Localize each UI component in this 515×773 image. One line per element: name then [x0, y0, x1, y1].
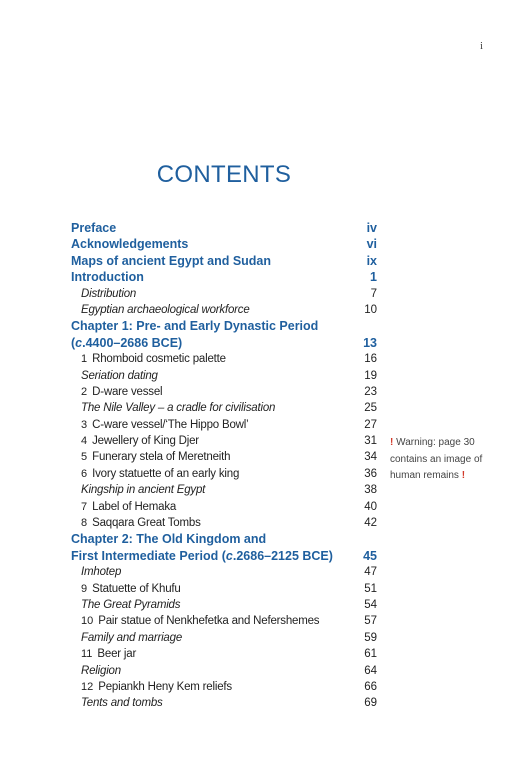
warning-text: Warning: page 30 contains an image of human remains [390, 437, 483, 481]
toc-entry-label: Tents and tombs [81, 697, 163, 710]
toc-entry-label: Seriation dating [81, 369, 158, 382]
toc-essay-entry[interactable] [71, 564, 377, 580]
toc-entry-label: Pepiankh Heny Kem reliefs [98, 680, 232, 693]
toc-page-number: 57 [364, 615, 377, 628]
toc-entry-label: Rhomboid cosmetic palette [92, 353, 226, 366]
toc-page-number: 13 [363, 335, 377, 350]
toc-entry-label: Ivory statuette of an early king [92, 467, 240, 480]
toc-entry-title [81, 482, 205, 498]
toc-essay-entry[interactable] [71, 663, 377, 679]
toc-entry-title [81, 613, 319, 629]
warning-mark-icon: ! [390, 437, 394, 448]
toc-object-entry[interactable] [71, 679, 377, 695]
toc-entry-title [71, 548, 333, 564]
circa-abbrev: c [225, 548, 233, 563]
toc-object-entry[interactable] [71, 384, 377, 400]
toc-heading-entry[interactable] [71, 236, 377, 252]
toc-object-entry[interactable] [71, 466, 377, 482]
toc-entry-title [81, 351, 226, 367]
toc-essay-entry[interactable] [71, 302, 377, 318]
toc-object-number: 7 [81, 500, 88, 513]
toc-heading-entry[interactable] [71, 548, 377, 564]
toc-entry-label: Maps of ancient Egypt and Sudan [71, 253, 272, 268]
toc-essay-entry[interactable] [71, 482, 377, 498]
toc-entry-label: Beer jar [97, 648, 137, 661]
toc-entry-label: Statuette of Khufu [92, 582, 181, 595]
toc-page-number: iv [366, 221, 377, 235]
toc-page-number: ix [366, 253, 377, 268]
toc-object-number: 6 [81, 467, 88, 480]
toc-object-entry[interactable] [71, 417, 377, 433]
toc-page-number: 45 [363, 548, 377, 563]
toc-object-entry[interactable] [71, 499, 377, 515]
toc-object-number: 1 [81, 353, 88, 366]
toc-entry-label: Jewellery of King Djer [92, 435, 199, 448]
toc-entry-title [81, 286, 136, 302]
toc-heading-entry[interactable] [71, 335, 377, 351]
toc-entry-title [71, 220, 116, 236]
toc-page-number: 27 [364, 418, 377, 431]
toc-entry-title [71, 269, 144, 285]
toc-object-entry[interactable] [71, 646, 377, 662]
toc-object-entry[interactable] [71, 433, 377, 449]
toc-entry-label: D-ware vessel [92, 385, 163, 398]
toc-entry-label: Introduction [71, 270, 144, 285]
toc-entry-label: Pair statue of Nenkhefetka and Nefershemes [98, 615, 320, 628]
toc-essay-entry[interactable] [71, 630, 377, 646]
toc-entry-title [71, 253, 271, 269]
toc-entry-label: Label of Hemaka [92, 500, 177, 513]
toc-page-number: 10 [364, 303, 377, 316]
toc-entry-label: First Intermediate Period (c.2686–2125 BCE) [71, 548, 333, 563]
toc-entry-label: Egyptian archaeological workforce [81, 303, 250, 316]
toc-entry-label: The Great Pyramids [81, 598, 181, 611]
toc-essay-entry[interactable] [71, 286, 377, 302]
toc-page-number: 23 [364, 385, 377, 398]
toc-entry-label: Imhotep [81, 566, 122, 579]
toc-page-number: 19 [364, 369, 377, 382]
toc-page-number: 34 [364, 451, 377, 464]
toc-entry-title [81, 646, 136, 662]
toc-entry-title [71, 236, 188, 252]
toc-essay-entry[interactable] [71, 400, 377, 416]
toc-entry-label: Religion [81, 664, 121, 677]
toc-heading-entry[interactable] [71, 531, 377, 547]
toc-essay-entry[interactable] [71, 368, 377, 384]
toc-entry-title [81, 564, 121, 580]
toc-page-number: 59 [364, 631, 377, 644]
toc-page-number: 66 [364, 680, 377, 693]
toc-entry-title [81, 663, 121, 679]
toc-entry-title [81, 581, 181, 597]
toc-page-number: 40 [364, 500, 377, 513]
toc-page-number: 7 [370, 287, 377, 300]
toc-page-number: 36 [364, 467, 377, 480]
table-of-contents [71, 220, 377, 712]
toc-page-number: 42 [364, 517, 377, 530]
toc-entry-label: Family and marriage [81, 631, 183, 644]
toc-page-number: 47 [364, 566, 377, 579]
toc-page-number: 16 [364, 353, 377, 366]
circa-abbrev: c [75, 335, 83, 350]
toc-object-entry[interactable] [71, 351, 377, 367]
toc-page-number: 51 [364, 582, 377, 595]
toc-entry-title [81, 466, 239, 482]
toc-entry-title [81, 433, 199, 449]
toc-entry-title [81, 499, 176, 515]
toc-entry-label: (c.4400–2686 BCE) [71, 335, 183, 350]
toc-entry-title [71, 335, 182, 351]
toc-entry-label: Acknowledgements [71, 237, 189, 252]
toc-entry-title [81, 630, 182, 646]
toc-page-number: 54 [364, 598, 377, 611]
toc-page-number: 1 [370, 270, 377, 285]
warning-mark-icon: ! [461, 470, 466, 481]
toc-entry-label: Distribution [81, 287, 137, 300]
toc-object-entry[interactable] [71, 449, 377, 465]
toc-page-number: 64 [364, 664, 377, 677]
warning-note [390, 435, 500, 485]
toc-object-entry[interactable] [71, 613, 377, 629]
toc-entry-title [81, 597, 180, 613]
toc-entry-title [81, 515, 201, 531]
toc-entry-title [81, 368, 158, 384]
toc-entry-label: Chapter 2: The Old Kingdom and [71, 532, 267, 547]
toc-entry-title [71, 318, 318, 334]
toc-entry-title [81, 417, 248, 433]
toc-object-number: 12 [81, 680, 94, 693]
toc-object-number: 9 [81, 582, 88, 595]
toc-object-number: 11 [81, 648, 93, 661]
toc-page-number: 31 [364, 435, 377, 448]
toc-entry-title [81, 449, 230, 465]
toc-entry-label: Chapter 1: Pre- and Early Dynastic Period [71, 319, 319, 334]
toc-entry-title [81, 679, 232, 695]
toc-page-number: 69 [364, 697, 377, 710]
toc-heading-entry[interactable] [71, 318, 377, 334]
toc-heading-entry[interactable] [71, 220, 377, 236]
toc-entry-title [81, 384, 162, 400]
toc-entry-label: Kingship in ancient Egypt [81, 484, 206, 497]
toc-essay-entry[interactable] [71, 695, 377, 711]
toc-entry-title [81, 302, 250, 318]
toc-object-number: 3 [81, 418, 88, 431]
toc-page-number: 25 [364, 402, 377, 415]
toc-entry-label: Funerary stela of Meretneith [92, 451, 231, 464]
toc-page-number: 61 [364, 648, 377, 661]
toc-essay-entry[interactable] [71, 597, 377, 613]
toc-entry-title [81, 695, 163, 711]
toc-object-number: 2 [81, 385, 88, 398]
toc-entry-title [71, 531, 266, 547]
page-folio: i [479, 40, 483, 52]
toc-entry-label: The Nile Valley – a cradle for civilisation [81, 402, 276, 415]
toc-object-number: 10 [81, 615, 94, 628]
toc-object-number: 5 [81, 451, 88, 464]
toc-entry-label: Preface [71, 221, 117, 235]
toc-heading-entry[interactable] [71, 253, 377, 269]
toc-page-number: vi [366, 237, 377, 252]
toc-object-number: 4 [81, 435, 88, 448]
toc-page-number: 38 [364, 484, 377, 497]
contents-title: CONTENTS [156, 161, 292, 188]
toc-object-entry[interactable] [71, 515, 377, 531]
toc-heading-entry[interactable] [71, 269, 377, 285]
toc-entry-title [81, 400, 275, 416]
toc-entry-label: Saqqara Great Tombs [92, 517, 201, 530]
toc-object-number: 8 [81, 517, 88, 530]
toc-object-entry[interactable] [71, 581, 377, 597]
toc-entry-label: C-ware vessel/‘The Hippo Bowl’ [92, 418, 249, 431]
